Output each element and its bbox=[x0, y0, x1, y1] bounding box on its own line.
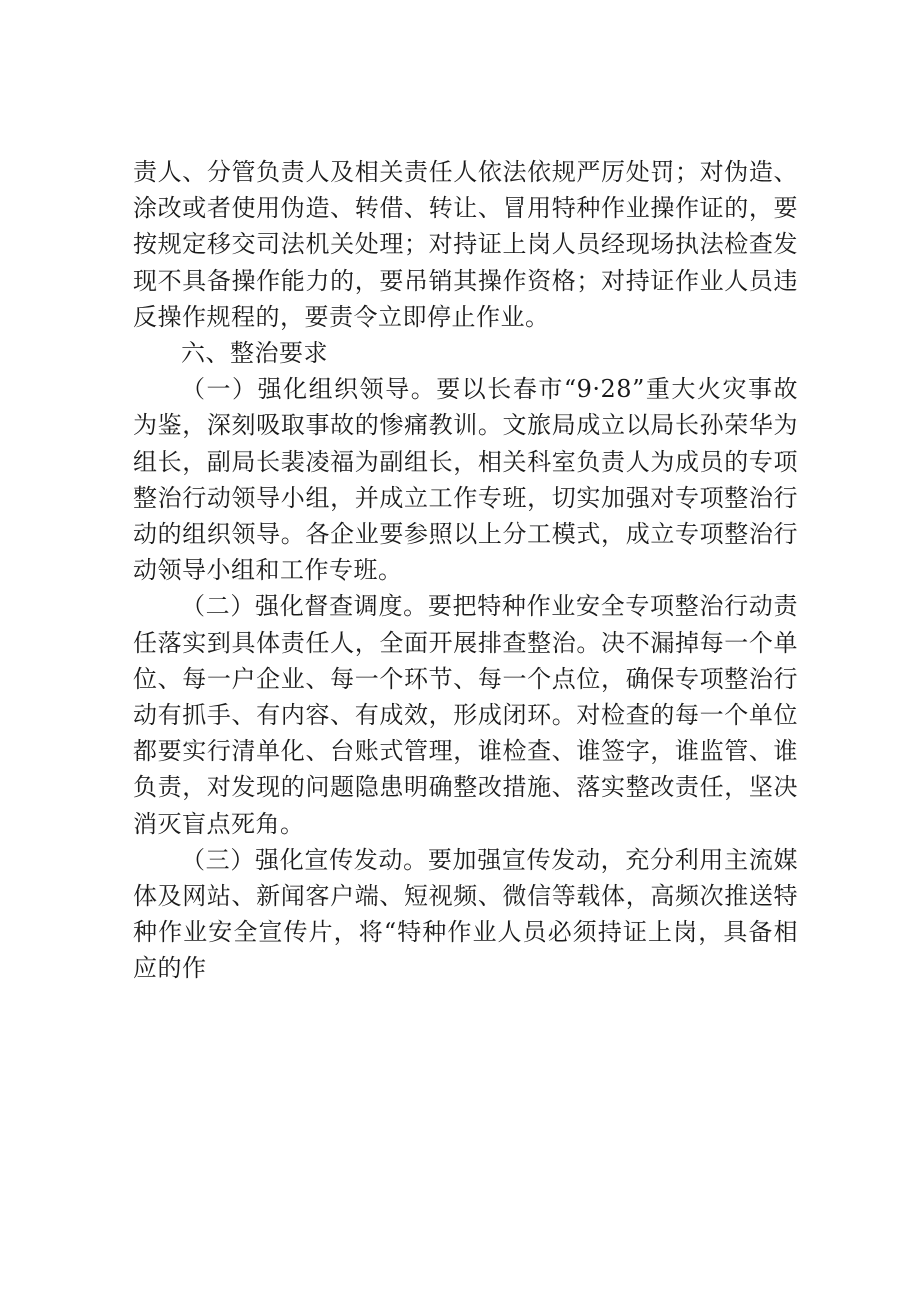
section-heading-rectification-requirements: 六、整治要求 bbox=[181, 339, 328, 368]
paragraph-publicity-mobilization: （三）强化宣传发动。要加强宣传发动，充分利用主流媒体及网站、新闻客户端、短视频、微信等载体，高频次推送特种作业安全宣传片，将“特种作业人员必须持证上岗，具备相应的作 bbox=[133, 845, 798, 983]
paragraph-penalties: 责人、分管负责人及相关责任人依法依规严厉处罚；对伪造、涂改或者使用伪造、转借、转让、冒用特种作业操作证的，要按规定移交司法机关处理；对持证上岗人员经现场执法检查发现不具备操作能力的，要吊销其操作资格；对持证作业人员违反操作规程的，要责令立即停止作业。 bbox=[133, 158, 798, 331]
paragraph-organization-leadership: （一）强化组织领导。要以长春市“9·28”重大火灾事故为鉴，深刻吸取事故的惨痛教训。文旅局成立以局长孙荣华为组长，副局长裴凌福为副组长，相关科室负责人为成员的专项整治行动领导小组，并成立工作专班，切实加强对专项整治行动的组织领导。各企业要参照以上分工模式，成立专项整治行动领导小组和工作专班。 bbox=[133, 375, 798, 585]
paragraph-supervision-dispatch: （二）强化督查调度。要把特种作业安全专项整治行动责任落实到具体责任人，全面开展排查整治。决不漏掉每一个单位、每一户企业、每一个环节、每一个点位，确保专项整治行动有抓手、有内容、有成效，形成闭环。对检查的每一个单位都要实行清单化、台账式管理，谁检查、谁签字，谁监管、谁负责，对发现的问题隐患明确整改措施、落实整改责任，坚决消灭盲点死角。 bbox=[133, 592, 798, 838]
document-body bbox=[133, 154, 798, 987]
